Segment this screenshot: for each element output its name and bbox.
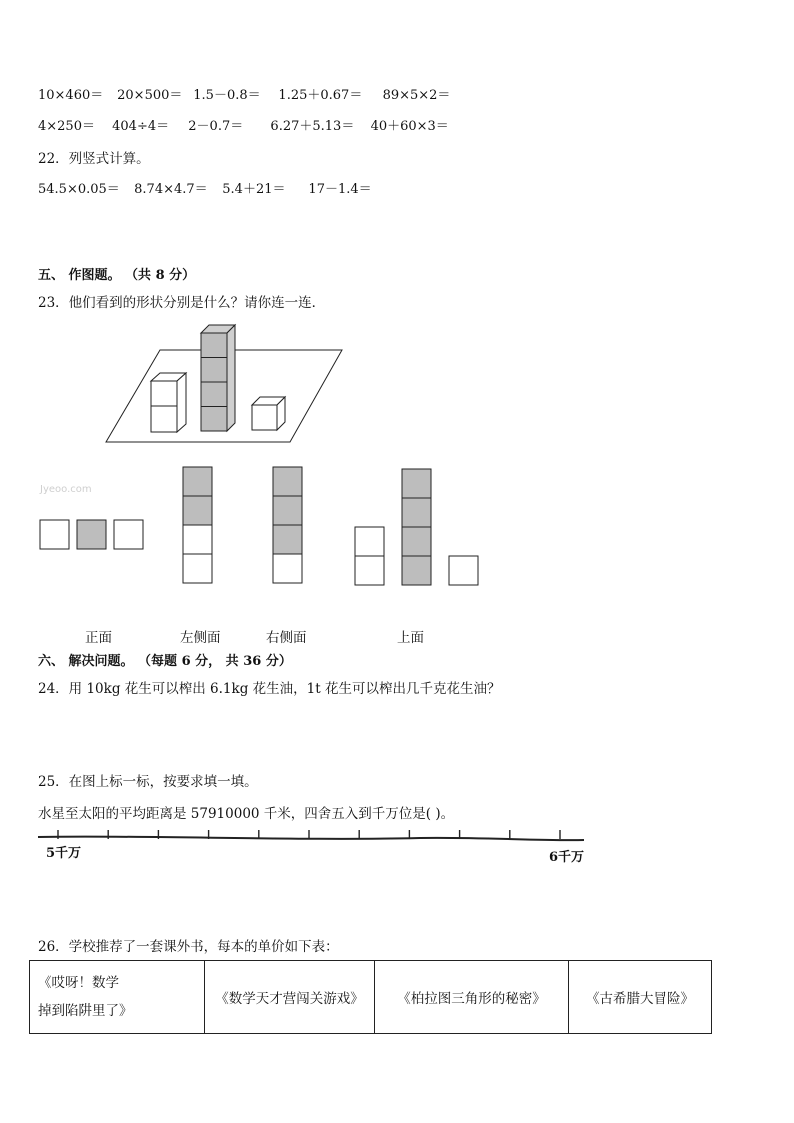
- section-5-heading: 五、 作图题。 （共 8 分）: [38, 268, 196, 283]
- section-6-heading: 六、 解决问题。 （每题 6 分， 共 36 分）: [38, 654, 292, 669]
- question-24: 24．用 10kg 花生可以榨出 6.1kg 花生油，1t 花生可以榨出几千克花生油？: [38, 681, 501, 697]
- watermark: Jyeoo.com: [40, 484, 92, 495]
- label-right-side: 右侧面: [266, 630, 307, 646]
- label-left-side: 左侧面: [180, 630, 221, 646]
- calc-item: 40＋60×3＝: [370, 119, 449, 134]
- view-options: [0, 460, 500, 590]
- book-price-table: [29, 960, 712, 1034]
- tall-cube-stack: [201, 325, 235, 431]
- book-title: 《柏拉图三角形的秘密》: [397, 991, 546, 1007]
- table-cell: [375, 961, 569, 1034]
- question-23: 23．他们看到的形状分别是什么？请你连一连．: [38, 295, 326, 311]
- calc-item: 54.5×0.05＝: [38, 182, 120, 197]
- calc-item: 6.27＋5.13＝: [270, 119, 355, 134]
- oral-calc-row-2: [38, 115, 449, 134]
- book-title-line: 《哎呀！数学: [38, 975, 119, 991]
- calc-item: 20×500＝: [117, 88, 183, 103]
- number-line-start-label: 5千万: [46, 846, 82, 861]
- table-row: [30, 961, 712, 1034]
- oral-calc-row-1: [38, 84, 450, 103]
- single-cube: [252, 397, 285, 430]
- book-title: 《数学天才营闯关游戏》: [215, 991, 364, 1007]
- view-option-2: [183, 467, 212, 583]
- book-title-line: 掉到陷阱里了》: [38, 1003, 133, 1019]
- table-cell: [205, 961, 375, 1034]
- calc-item: 2－0.7＝: [188, 119, 244, 134]
- view-option-1: [40, 520, 143, 549]
- calc-item: 89×5×2＝: [382, 88, 451, 103]
- vertical-calc-row: [38, 178, 372, 197]
- table-cell: [569, 961, 712, 1034]
- calc-item: 10×460＝: [38, 88, 104, 103]
- label-front: 正面: [85, 630, 112, 646]
- label-top: 上面: [397, 630, 424, 646]
- calc-item: 17－1.4＝: [308, 182, 372, 197]
- book-title: 《古希腊大冒险》: [586, 991, 694, 1007]
- number-line-end-label: 6千万: [549, 850, 585, 865]
- question-26: 26．学校推荐了一套课外书，每本的单价如下表：: [38, 939, 339, 955]
- calc-item: 404÷4＝: [112, 119, 170, 134]
- calc-item: 4×250＝: [38, 119, 95, 134]
- view-option-4: [355, 469, 478, 585]
- question-22: 22．列竖式计算。: [38, 151, 150, 167]
- table-cell: [30, 961, 205, 1034]
- calc-item: 8.74×4.7＝: [134, 182, 208, 197]
- calc-item: 1.25＋0.67＝: [278, 88, 363, 103]
- number-line-axis: [38, 837, 584, 841]
- calc-item: 1.5－0.8＝: [193, 88, 261, 103]
- number-line: [0, 820, 600, 860]
- left-cube-stack: [151, 373, 186, 432]
- view-option-3: [273, 467, 302, 583]
- question-25: 25．在图上标一标，按要求填一填。: [38, 774, 258, 790]
- question-25-text: 水星至太阳的平均距离是 57910000 千米，四舍五入到千万位是( )。: [38, 806, 455, 822]
- cube-stack-figure: [0, 320, 400, 450]
- calc-item: 5.4＋21＝: [222, 182, 286, 197]
